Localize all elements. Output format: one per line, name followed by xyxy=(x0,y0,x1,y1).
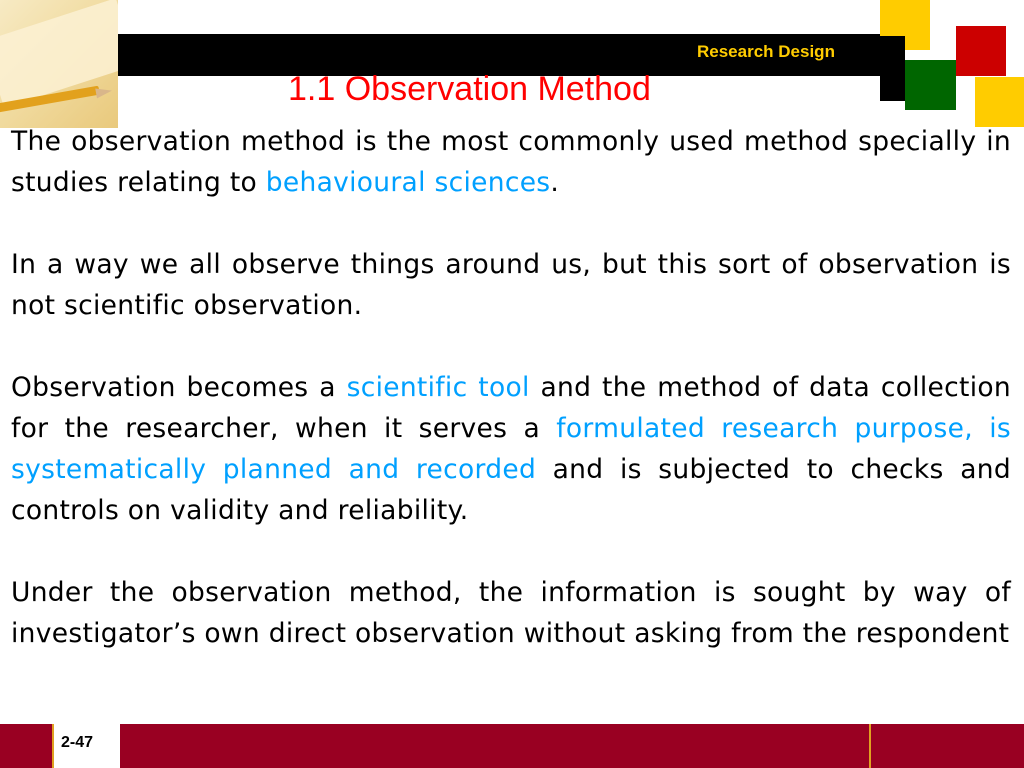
highlighted-text: formulated research purpose, is systematically planned and recorded xyxy=(11,413,1011,485)
slide-title: 1.1 Observation Method xyxy=(288,70,651,108)
paragraph-text: In a way we all observe things around us, but this sort of observation is not scientific observation. xyxy=(11,249,1011,321)
body-paragraph xyxy=(11,121,1011,203)
decor-square-green xyxy=(905,60,956,110)
slide-body xyxy=(11,121,1011,654)
body-paragraph xyxy=(11,572,1011,654)
pencil-photo xyxy=(0,0,118,128)
body-paragraph xyxy=(11,367,1011,531)
paragraph-text: The observation method is the most commonly used method specially in studies relating to xyxy=(11,126,1011,198)
decor-square-red xyxy=(956,26,1006,76)
paragraph-text: Under the observation method, the information is sought by way of investigator’s own direct observation without asking from the respondent xyxy=(11,577,1011,649)
paragraph-text: and the method of data collection for the researcher, when it serves a xyxy=(11,372,1011,444)
paragraph-text: and is subjected to checks and controls on validity and reliability. xyxy=(11,454,1011,526)
header-label: Research Design xyxy=(697,42,835,61)
highlighted-text: behavioural sciences xyxy=(265,167,551,198)
paragraph-text: Observation becomes a xyxy=(11,372,347,403)
highlighted-text: scientific tool xyxy=(346,372,530,403)
footer-divider xyxy=(869,724,871,768)
page-number: 2-47 xyxy=(61,734,94,751)
decor-square-black xyxy=(880,36,905,101)
decor-square-yellow-bottom xyxy=(975,77,1024,127)
body-paragraph xyxy=(11,244,1011,326)
pencil-tip xyxy=(95,86,112,99)
paragraph-text: . xyxy=(550,167,560,198)
